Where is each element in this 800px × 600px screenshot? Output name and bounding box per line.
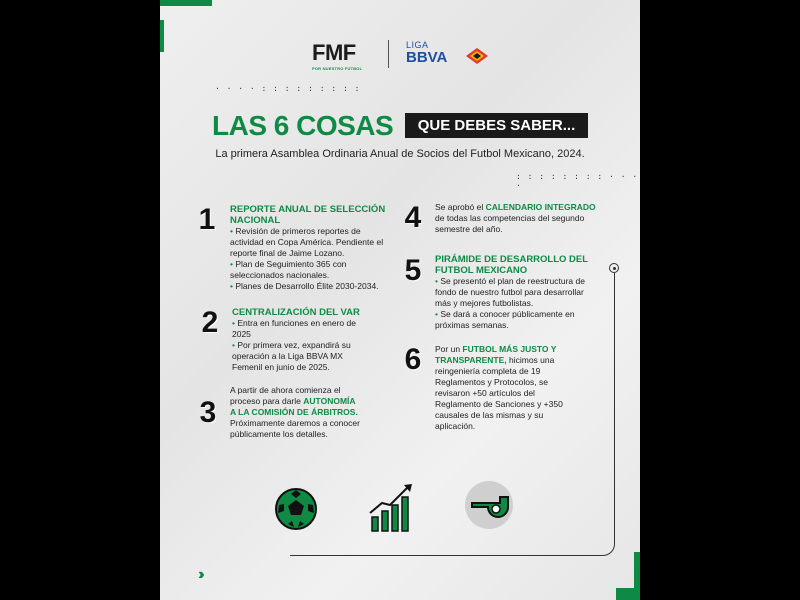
item-bullet: • Entra en funciones en enero de 2025: [232, 318, 356, 339]
item-number: 5: [404, 254, 422, 287]
fmf-logo: FMF: [312, 40, 356, 65]
growth-chart-icon: [368, 483, 416, 533]
item-2: [232, 307, 370, 373]
item-bullet: • Por primera vez, expandirá su operación a la Liga BBVA MX Femenil en junio de 2025.: [232, 340, 351, 372]
decorative-dots-top: · · · · : : : : : : : : :: [215, 84, 361, 93]
corner-decoration-bottom-right-2: [616, 588, 640, 600]
bbva-label: BBVA: [406, 49, 448, 66]
corner-decoration-top-left: [160, 0, 212, 6]
logo-divider: [388, 40, 389, 68]
item-number: 1: [198, 203, 216, 236]
item-3: A partir de ahora comienza el proceso para darle AUTONOMÍA A LA COMISIÓN DE ÁRBITROS. Próximamente daremos a conocer públicamente los detalles.: [230, 385, 360, 439]
item-heading: PIRÁMIDE DE DESARROLLO DEL FUTBOL MEXICANO: [435, 254, 588, 276]
item-bullet: • Plan de Seguimiento 365 con seleccionados nacionales.: [230, 259, 347, 280]
item-heading: CENTRALIZACIÓN DEL VAR: [232, 307, 360, 318]
infographic-poster: [160, 0, 640, 600]
page-title: LAS 6 COSAS: [212, 110, 394, 141]
fmf-tagline: POR NUESTRO FÚTBOL: [312, 66, 363, 71]
connector-endpoint-icon: [609, 263, 619, 273]
item-heading: REPORTE ANUAL DE SELECCIÓN NACIONAL: [230, 204, 386, 226]
item-bullet: • Se dará a conocer públicamente en próximas semanas.: [435, 309, 575, 330]
item-4: Se aprobó el CALENDARIO INTEGRADO de todas las competencias del segundo semestre del año.: [435, 202, 596, 234]
item-1: [230, 204, 390, 292]
double-chevron-icon: ››: [198, 566, 201, 583]
item-bullet: • Se presentó el plan de reestructura de fondo de nuestro futbol para desarrollar más y mejores futbolistas.: [435, 276, 585, 308]
item-5: [435, 254, 601, 331]
item-bullet: • Planes de Desarrollo Élite 2030-2034.: [230, 281, 379, 291]
page-subtitle: La primera Asamblea Ordinaria Anual de Socios del Futbol Mexicano, 2024.: [215, 148, 585, 160]
item-number: 4: [404, 201, 422, 234]
title-highlight-box: QUE DEBES SABER...: [405, 113, 588, 138]
soccer-ball-icon: [274, 487, 318, 531]
item-bullet: • Revisión de primeros reportes de actividad en Copa América. Pendiente el reporte final de Jaime Lozano.: [230, 226, 384, 258]
item-number: 6: [404, 343, 422, 376]
liga-label: LIGA: [406, 40, 429, 50]
whistle-icon: [458, 479, 520, 531]
decorative-dots-right: : : : : : : : : · · · ·: [516, 172, 639, 190]
item-6: Por un FUTBOL MÁS JUSTO Y TRANSPARENTE, hicimos una reingeniería completa de 19 Reglamentos y Protocolos, se revisaron +50 artículos del Reglamento de Sanciones y +350 causales de las mismas y su aplicación.: [435, 344, 563, 431]
item-number: 3: [199, 396, 217, 429]
logo-header: [160, 38, 640, 78]
item-number: 2: [201, 306, 219, 339]
liga-mx-logo-icon: [466, 48, 488, 64]
